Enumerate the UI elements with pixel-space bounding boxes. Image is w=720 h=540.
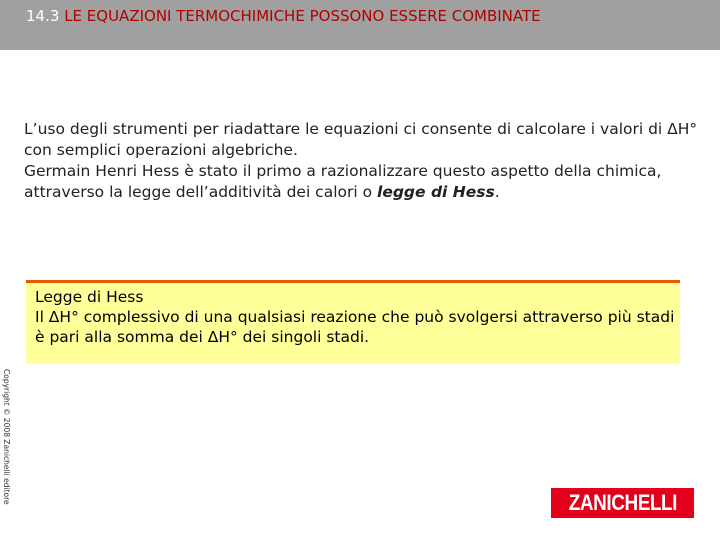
logo-text: ZANICHELLI	[568, 490, 677, 515]
intro-text	[24, 119, 704, 203]
hess-law-definition: Il ΔH° complessivo di una qualsiasi reazione che può svolgersi attraverso più stadi è pari alla somma dei ΔH° dei singoli stadi.	[35, 308, 675, 346]
title-bar	[0, 0, 720, 50]
intro-paragraph-1: L’uso degli strumenti per riadattare le equazioni ci consente di calcolare i valori di ΔH° con semplici operazioni algebriche.	[24, 120, 698, 159]
intro-paragraph-2-end: .	[494, 183, 500, 201]
hess-law-title: Legge di Hess	[35, 288, 144, 306]
copyright-text: Copyright © 2008 Zanichelli editore	[2, 369, 11, 505]
hess-law-box	[26, 280, 680, 364]
section-number: 14.3	[26, 7, 60, 25]
section-title: LE EQUAZIONI TERMOCHIMICHE POSSONO ESSERE COMBINATE	[64, 7, 541, 25]
zanichelli-logo	[551, 488, 694, 518]
intro-paragraph-2	[24, 161, 704, 203]
hess-law-term: legge di Hess	[377, 183, 495, 201]
intro-paragraph-2-text: Germain Henri Hess è stato il primo a razionalizzare questo aspetto della chimica, attraverso la legge dell’additività dei calori o	[24, 162, 662, 201]
copyright-notice	[0, 369, 14, 535]
slide-title	[26, 7, 686, 26]
